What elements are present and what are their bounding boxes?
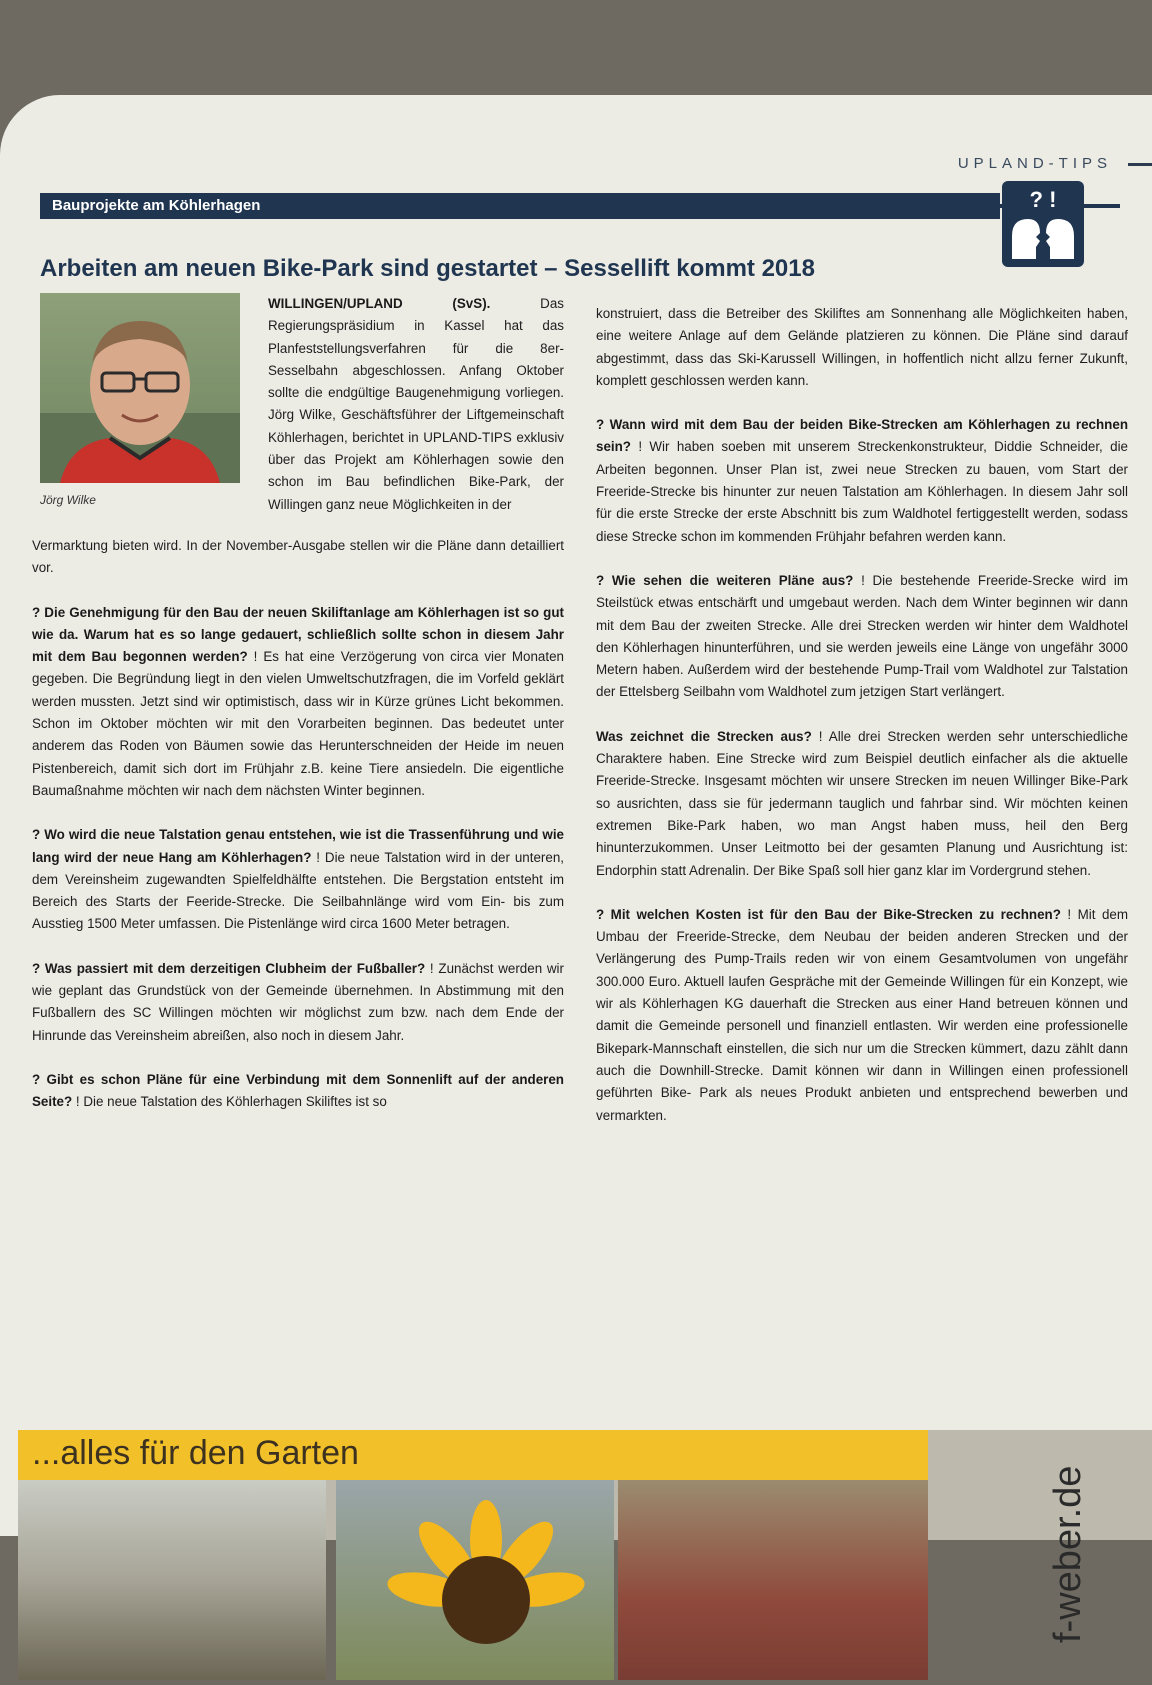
intro-continuation: Vermarktung bieten wird. In der November-Ausgabe stellen wir die Pläne dann detailliert vor.: [32, 538, 564, 576]
question: Was zeichnet die Strecken aus?: [596, 728, 812, 744]
qa-item: [596, 726, 1128, 882]
photo-caption: Jörg Wilke: [40, 493, 96, 507]
ad-photo-sunflower: [336, 1480, 614, 1680]
intro-text: Das Regierungspräsidium in Kassel hat das Planfeststellungsverfahren für die 8er-Sesselbahn abgeschlossen. Anfang Oktober sollte die endgültige Baugenehmigung vorliegen. Jörg Wilke, Geschäftsführer der Liftgemeinschaft Köhlerhagen, berichtet in UPLAND-TIPS exklusiv über das Projekt am Köhlerhagen sowie den schon im Bau befindlichen Bike-Park, der Willingen ganz neue Möglichkeiten in der: [268, 296, 564, 512]
qa-item: [32, 824, 564, 935]
category-bar: [40, 193, 1000, 219]
qa-item: [32, 958, 564, 1047]
upland-tips-logo: [1002, 181, 1084, 267]
article-intro: [268, 293, 564, 516]
qa-item: [32, 1069, 564, 1114]
article-column-right: [596, 303, 1128, 1149]
dateline: WILLINGEN/UPLAND (SvS).: [268, 296, 491, 311]
answer-continuation: konstruiert, dass die Betreiber des Skiliftes am Sonnenhang alle Möglichkeiten haben, eine weitere Anlage auf dem Gelände platzieren zu können. Die Pläne sind darauf abgestimmt, dass das Ski-Karussell Willingen, in hoffentlich nicht allzu ferner Zukunft, komplett geschlossen werden kann.: [596, 306, 1128, 388]
section-label: UPLAND-TIPS: [957, 155, 1112, 172]
qa-item: [32, 602, 564, 803]
talking-heads-icon: [1002, 181, 1084, 267]
qa-item: [596, 414, 1128, 548]
garden-advertisement: [18, 1430, 1152, 1643]
question: ? Wo wird die neue Talstation genau entstehen, wie ist die Trassenführung und wie lang wird der neue Hang am Köhlerhagen?: [32, 827, 564, 865]
article-headline: Arbeiten am neuen Bike-Park sind gestartet – Sessellift kommt 2018: [40, 255, 815, 282]
section-label-rule: [1128, 163, 1152, 166]
qa-item: [596, 904, 1128, 1127]
answer: ! Es hat eine Verzögerung von circa vier Monaten gegeben. Die Begründung liegt in den vielen Umweltschutzfragen, die im Vorfeld geklärt werden mussten. Jetzt sind wir optimistisch, dass wir in Kürze grünes Licht bekommen. Schon im Oktober möchten wir mit den Vorarbeiten beginnen. Das bedeutet unter anderem das Roden von Bäumen sowie das Herunterschneiden der Heide im neuen Pistenbereich, damit sich dort im Frühjahr z.B. keine Tiere ansiedeln. Die eigentliche Baumaßnahme möchten wir nach dem nächsten Winter beginnen.: [32, 649, 564, 798]
question: ? Gibt es schon Pläne für eine Verbindung mit dem Sonnenlift auf der anderen Seite?: [32, 1071, 564, 1110]
magazine-page: [0, 95, 1152, 1643]
question: ? Die Genehmigung für den Bau der neuen Skiliftanlage am Köhlerhagen ist so gut wie da. Warum hat es so lange gedauert, schließlich sollte schon in diesem Jahr mit dem Bau begonnen werden?: [32, 604, 564, 665]
answer: ! Wir haben soeben mit unserem Streckenkonstrukteur, Diddie Schneider, die Arbeiten begonnen. Unser Plan ist, zwei neue Strecken zu bauen, vom Start der Freeride-Strecke bis hinunter zur neuen Talstation am Köhlerhagen. In diesem Jahr soll für die erste Strecke der erste Abschnitt bis zum Waldhotel fertiggestellt werden, sodass diese Strecke schon im kommenden Frühjahr befahren werden kann.: [596, 439, 1128, 544]
ad-banner: [18, 1430, 928, 1480]
ad-photo-stones: [18, 1480, 326, 1680]
ad-photo-paving: [618, 1480, 928, 1680]
question: ? Wann wird mit dem Bau der beiden Bike-Strecken am Köhlerhagen zu rechnen sein?: [596, 417, 1128, 455]
question: ? Was passiert mit dem derzeitigen Clubheim der Fußballer?: [32, 960, 426, 976]
sunflower-icon: [336, 1480, 614, 1680]
category-label: Bauprojekte am Köhlerhagen: [52, 197, 261, 214]
article-column-left: [32, 535, 564, 1136]
portrait-photo: [40, 293, 240, 483]
logo-symbols: ? !: [1029, 187, 1057, 212]
ad-website: f-weber.de: [1047, 1465, 1089, 1643]
answer: ! Mit dem Umbau der Freeride-Strecke, dem Neubau der beiden anderen Strecken und der Verlängerung des Pump-Trails reden wir von einem Gesamtvolumen von ungefähr 300.000 Euro. Aktuell laufen Gespräche mit der Gemeinde Willingen für ein Konzept, wie wir als Köhlerhagen KG dauerhaft die Strecken aus einer Hand betreuen können und damit die Gemeinde personell und finanziell entlasten. Wir werden eine professionelle Bikepark-Mannschaft einstellen, die sich nur um die Strecken kümmert, dazu zählt dann auch die Downhill-Strecke. Damit können wir dann in Willingen einen professionell geführten Bike- Park als neues Produkt anbieten und entsprechend bewerben und vermarkten.: [596, 906, 1128, 1123]
answer: ! Die neue Talstation des Köhlerhagen Skiliftes ist so: [75, 1094, 387, 1110]
question: ? Mit welchen Kosten ist für den Bau der Bike-Strecken zu rechnen?: [596, 906, 1061, 922]
ad-slogan: ...alles für den Garten: [32, 1434, 359, 1472]
answer: ! Die bestehende Freeride-Srecke wird im Steilstück etwas entschärft und umgebaut werden. Nach dem Winter beginnen wir dann mit dem Bau der zweiten Strecke. Alle drei Strecken werden wir hinter dem Waldhotel den Köhlerhagen hinunterführen, und sie werden jeweils eine Länge von ungefähr 3000 Metern haben. Außerdem wird der bestehende Pump-Trail vom Waldhotel zur Talstation der Ettelsberg Seilbahn vom Waldhotel zum jetzigen Start verlängert.: [596, 572, 1128, 700]
answer: ! Alle drei Strecken werden sehr unterschiedliche Charaktere haben. Eine Strecke wird zum Beispiel deutlich einfacher als die aktuelle Freeride-Strecke. Insgesamt möchten wir unsere Strecken im neuen Willinger Bike-Park so ausrichten, dass sie für jedermann tauglich und fahrbar sind. Wir möchten keinen extremen Bike-Park haben, wo man Angst haben muss, heil den Berg hinunterzukommen. Unser Leitmotto bei der gesamten Planung und Ausrichtung ist: Endorphin statt Adrenalin. Der Bike Spaß soll hier ganz klar im Vordergrund stehen.: [596, 728, 1128, 878]
answer: ! Die neue Talstation wird in der unteren, dem Vereinsheim zugewandten Spielfeldhälfte entstehen. Die Bergstation entsteht im Bereich des Starts der Feeride-Strecke. Die Seilbahnlänge wird vom Ein- bis zum Ausstieg 1500 Meter umfassen. Die Pistenlänge wird circa 1600 Meter betragen.: [32, 849, 564, 932]
qa-item: [596, 570, 1128, 704]
answer: ! Zunächst werden wir wie geplant das Grundstück von der Gemeinde übernehmen. In Abstimmung mit den Fußballern des SC Willingen möchten wir möglichst zum bzw. nach dem Ende der Hinrunde das Vereinsheim abreißen, also noch in diesem Jahr.: [32, 960, 564, 1043]
ad-website-vertical: [1038, 1465, 1098, 1645]
question: ? Wie sehen die weiteren Pläne aus?: [596, 572, 854, 588]
